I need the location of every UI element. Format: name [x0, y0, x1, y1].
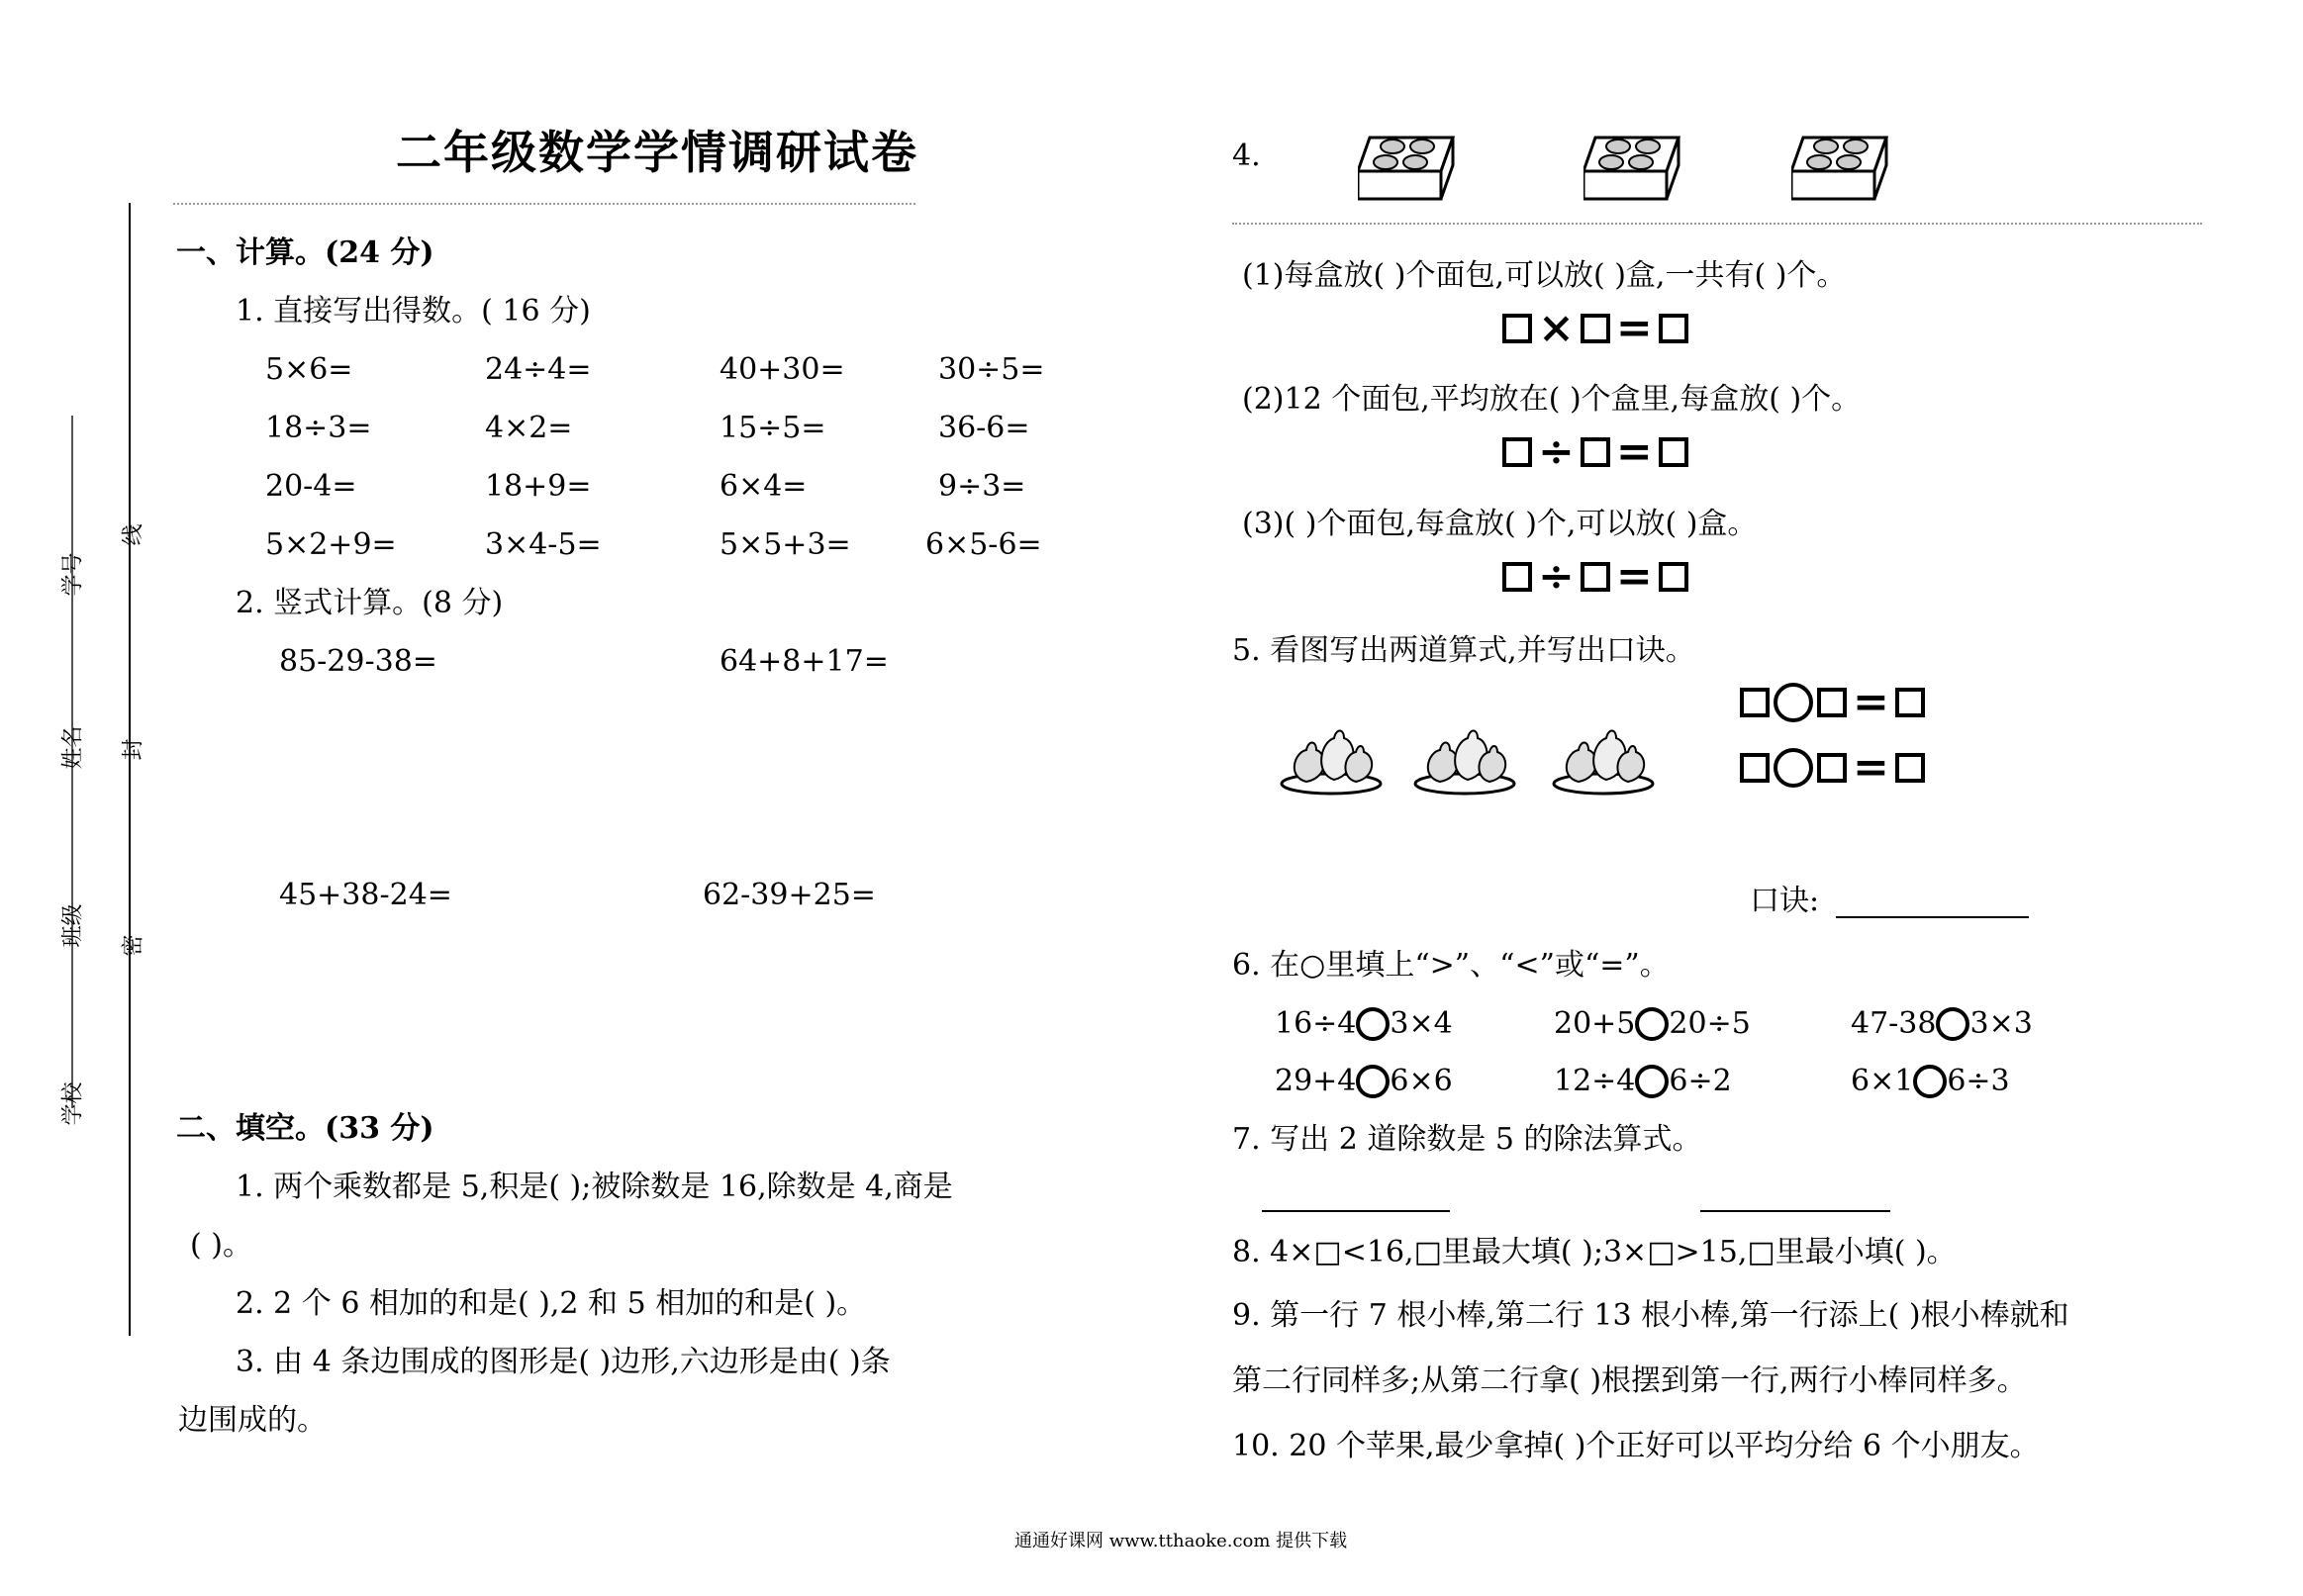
- compare-circle[interactable]: [1936, 1007, 1969, 1041]
- equals-sign: =: [1853, 677, 1889, 727]
- calc-item: 6×4=: [720, 469, 808, 504]
- compare-left: 6×1: [1851, 1064, 1914, 1098]
- calc-item: 15÷5=: [720, 411, 826, 445]
- answer-box[interactable]: [1659, 437, 1688, 467]
- bread-box-image: [1358, 132, 1457, 203]
- q9-line2: 第二行同样多;从第二行拿( )根摆到第一行,两行小棒同样多。: [1232, 1363, 2027, 1398]
- compare-circle[interactable]: [1635, 1007, 1669, 1041]
- vertical-calc-2: 64+8+17=: [720, 644, 889, 679]
- vertical-calc-1: 85-29-38=: [279, 644, 437, 679]
- q4-part2-equation: [1502, 426, 1688, 477]
- bread-box-image: [1791, 132, 1890, 203]
- equals-sign: =: [1615, 551, 1653, 602]
- operator-circle[interactable]: [1774, 683, 1813, 722]
- bread-box-image: [1583, 132, 1682, 203]
- q9-line1: 9. 第一行 7 根小棒,第二行 13 根小棒,第一行添上( )根小棒就和: [1232, 1298, 2069, 1333]
- q4-part2: (2)12 个面包,平均放在( )个盒里,每盒放( )个。: [1242, 382, 1862, 417]
- q4-part3: (3)( )个面包,每盒放( )个,可以放( )盒。: [1242, 507, 1758, 541]
- calc-item: 3×4-5=: [485, 527, 602, 562]
- compare-item: [1554, 1006, 1751, 1042]
- compare-left: 20+5: [1554, 1006, 1636, 1041]
- compare-item: [1275, 1006, 1453, 1042]
- compare-circle[interactable]: [1913, 1065, 1947, 1098]
- compare-left: 47-38: [1851, 1006, 1937, 1041]
- q4-divider: [1232, 223, 2202, 225]
- compare-left: 29+4: [1275, 1064, 1357, 1098]
- page-title: 二年级数学学情调研试卷: [396, 126, 918, 179]
- pear-plate-image: [1410, 722, 1519, 801]
- answer-box[interactable]: [1659, 562, 1688, 592]
- koujue-answer-line[interactable]: [1836, 916, 2029, 918]
- compare-circle[interactable]: [1356, 1065, 1390, 1098]
- calc-item: 9÷3=: [938, 469, 1026, 504]
- s2-q1-line2: ( )。: [190, 1228, 252, 1263]
- compare-right: 3×4: [1390, 1006, 1453, 1041]
- vertical-calc-4: 62-39+25=: [703, 878, 876, 912]
- side-name-label: 姓名: [60, 725, 86, 770]
- answer-box[interactable]: [1502, 437, 1532, 467]
- q4-label: 4.: [1232, 139, 1261, 173]
- answer-box[interactable]: [1895, 753, 1925, 783]
- section1-heading: 一、计算。(24 分): [176, 235, 434, 270]
- side-class-label: 班级: [60, 903, 86, 948]
- compare-item: [1275, 1064, 1453, 1099]
- answer-box[interactable]: [1581, 314, 1610, 343]
- seal-line-label: 线: [121, 523, 146, 546]
- compare-item: [1851, 1006, 2033, 1042]
- q5-equation-1: [1740, 677, 1925, 727]
- calc-item: 6×5-6=: [925, 527, 1042, 562]
- answer-box[interactable]: [1659, 314, 1688, 343]
- answer-box[interactable]: [1740, 753, 1770, 783]
- divide-sign: ÷: [1538, 426, 1575, 477]
- q4-part1-equation: [1502, 303, 1688, 353]
- calc-item: 5×2+9=: [265, 527, 397, 562]
- compare-right: 6÷3: [1947, 1064, 2010, 1098]
- s2-q2: 2. 2 个 6 相加的和是( ),2 和 5 相加的和是( )。: [236, 1286, 867, 1321]
- answer-box[interactable]: [1581, 437, 1610, 467]
- calc-item: 5×6=: [265, 352, 353, 387]
- q6-label: 6. 在○里填上“>”、“<”或“=”。: [1232, 948, 1670, 983]
- calc-item: 36-6=: [938, 411, 1030, 445]
- equals-sign: =: [1615, 303, 1653, 353]
- q4-part1: (1)每盒放( )个面包,可以放( )盒,一共有( )个。: [1242, 258, 1847, 293]
- answer-box[interactable]: [1817, 753, 1847, 783]
- compare-left: 12÷4: [1554, 1064, 1636, 1098]
- s1-q2-label: 2. 竖式计算。(8 分): [236, 586, 504, 620]
- q8: 8. 4×□<16,□里最大填( );3×□>15,□里最小填( )。: [1232, 1235, 1957, 1269]
- vertical-calc-3: 45+38-24=: [279, 878, 452, 912]
- compare-right: 3×3: [1969, 1006, 2033, 1041]
- equals-sign: =: [1615, 426, 1653, 477]
- compare-item: [1554, 1064, 1732, 1099]
- binding-line: [129, 203, 131, 1336]
- s1-q1-label: 1. 直接写出得数。( 16 分): [236, 294, 591, 329]
- side-id-label: 学号: [60, 552, 86, 597]
- answer-box[interactable]: [1740, 688, 1770, 717]
- title-underline: [173, 203, 915, 205]
- divide-sign: ÷: [1538, 551, 1575, 602]
- koujue-label: 口诀:: [1750, 884, 1820, 918]
- q10: 10. 20 个苹果,最少拿掉( )个正好可以平均分给 6 个小朋友。: [1232, 1429, 2040, 1463]
- section2-heading: 二、填空。(33 分): [176, 1111, 434, 1146]
- calc-item: 40+30=: [720, 352, 845, 387]
- q7-label: 7. 写出 2 道除数是 5 的除法算式。: [1232, 1122, 1702, 1157]
- calc-item: 18+9=: [485, 469, 592, 504]
- operator-circle[interactable]: [1774, 748, 1813, 788]
- compare-left: 16÷4: [1275, 1006, 1357, 1041]
- calc-item: 20-4=: [265, 469, 357, 504]
- calc-item: 24÷4=: [485, 352, 592, 387]
- calc-item: 18÷3=: [265, 411, 372, 445]
- compare-right: 6÷2: [1669, 1064, 1732, 1098]
- calc-item: 4×2=: [485, 411, 573, 445]
- s2-q1-line1: 1. 两个乘数都是 5,积是( );被除数是 16,除数是 4,商是: [236, 1170, 953, 1204]
- pear-plate-image: [1549, 722, 1658, 801]
- answer-box[interactable]: [1502, 314, 1532, 343]
- side-school-label: 学校: [60, 1081, 86, 1126]
- seal-secret-label: 密: [121, 934, 146, 957]
- answer-box[interactable]: [1817, 688, 1847, 717]
- compare-item: [1851, 1064, 2010, 1099]
- compare-circle[interactable]: [1635, 1065, 1669, 1098]
- multiply-sign: ×: [1538, 303, 1575, 353]
- answer-box[interactable]: [1895, 688, 1925, 717]
- answer-box[interactable]: [1502, 562, 1532, 592]
- q7-answer-line-1[interactable]: [1262, 1210, 1450, 1212]
- calc-item: 30÷5=: [938, 352, 1045, 387]
- footer-watermark: 通通好课网 www.tthaoke.com 提供下载: [1014, 1531, 1348, 1551]
- s2-q3-line2: 边围成的。: [178, 1403, 327, 1438]
- s2-q3-line1: 3. 由 4 条边围成的图形是( )边形,六边形是由( )条: [236, 1345, 891, 1379]
- pear-plate-image: [1277, 722, 1386, 801]
- seal-seal-label: 封: [121, 738, 146, 761]
- answer-box[interactable]: [1581, 562, 1610, 592]
- compare-circle[interactable]: [1356, 1007, 1390, 1041]
- q5-label: 5. 看图写出两道算式,并写出口诀。: [1232, 633, 1695, 668]
- q7-answer-line-2[interactable]: [1700, 1210, 1890, 1212]
- calc-item: 5×5+3=: [720, 527, 851, 562]
- q5-equation-2: [1740, 742, 1925, 793]
- compare-right: 6×6: [1390, 1064, 1453, 1098]
- q4-part3-equation: [1502, 551, 1688, 602]
- equals-sign: =: [1853, 742, 1889, 793]
- compare-right: 20÷5: [1669, 1006, 1751, 1041]
